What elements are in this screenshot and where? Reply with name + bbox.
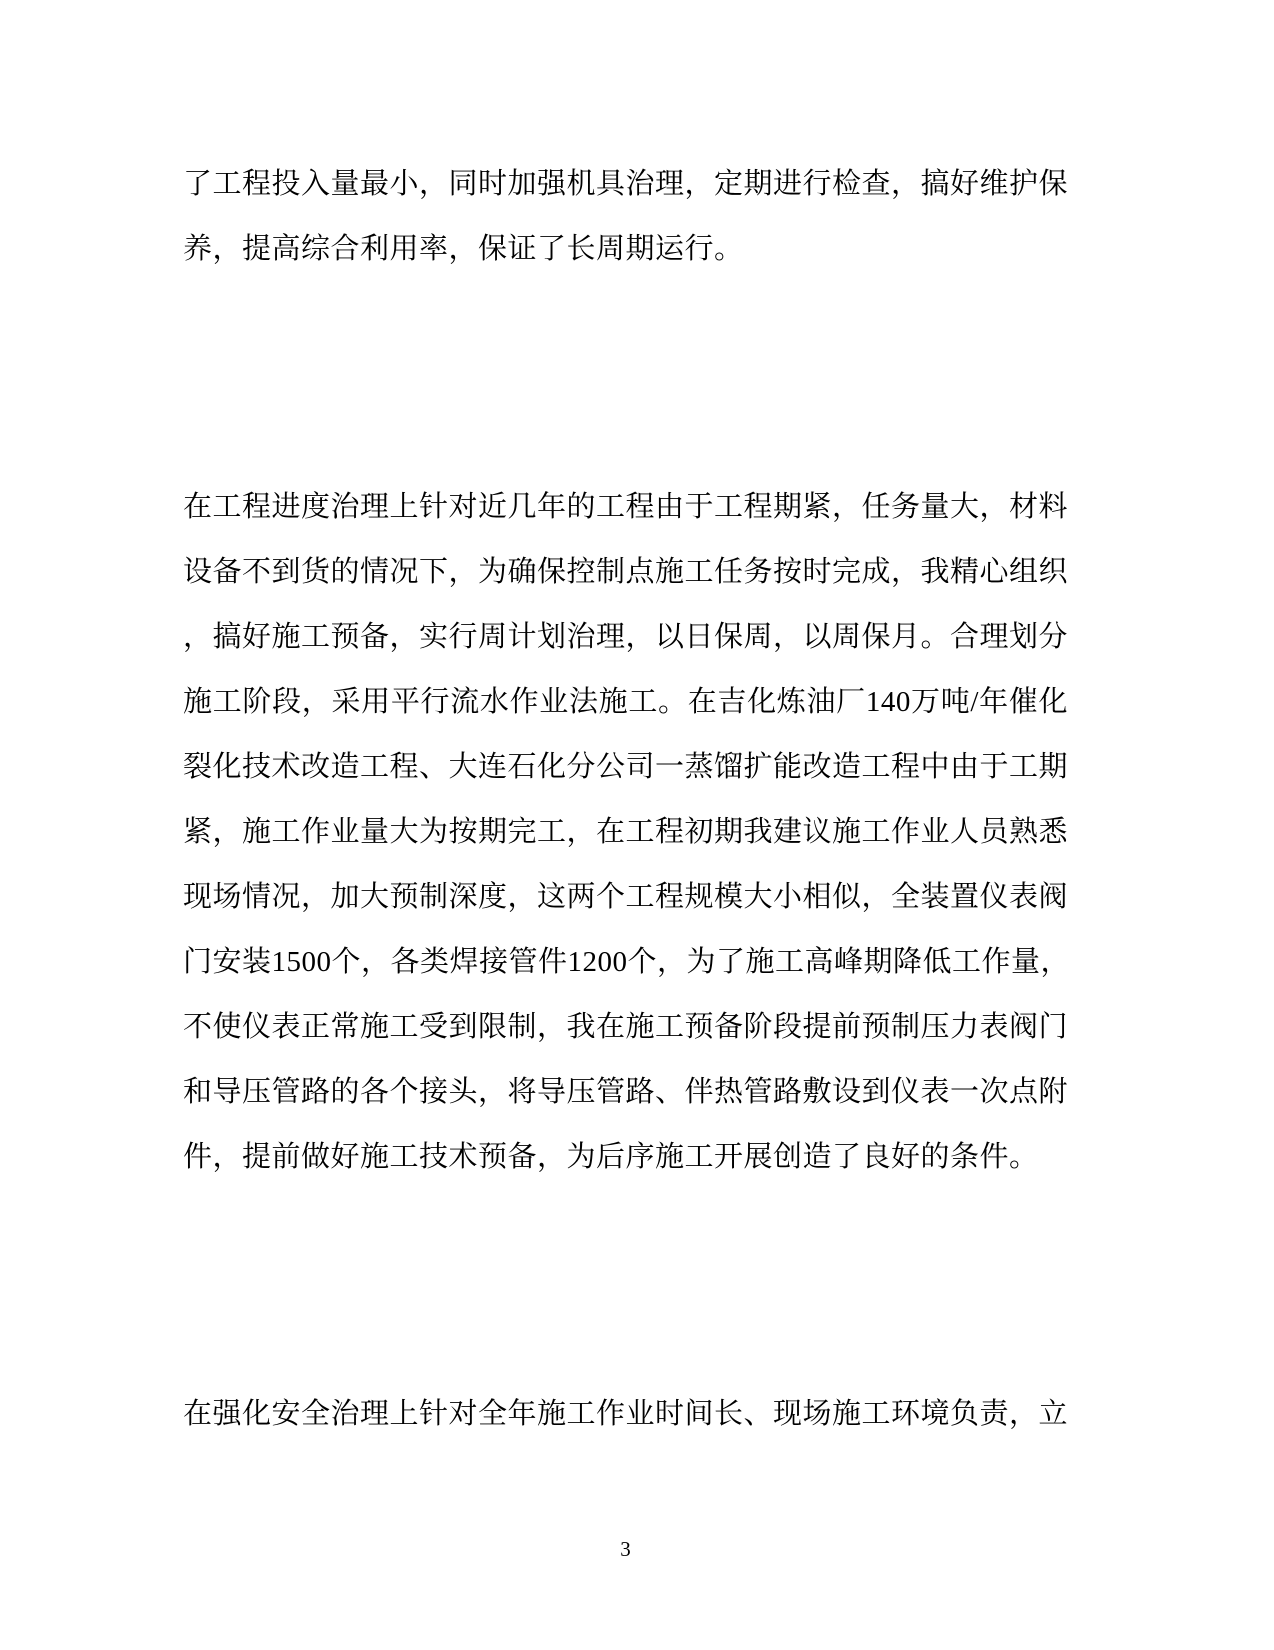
text-line: 和导压管路的各个接头，将导压管路、伴热管路敷设到仪表一次点附 xyxy=(183,1076,1069,1108)
text-line: 不使仪表正常施工受到限制，我在施工预备阶段提前预制压力表阀门 xyxy=(183,1011,1069,1043)
text-line: 施工阶段，采用平行流水作业法施工。在吉化炼油厂140万吨/年催化 xyxy=(183,686,1068,718)
text-line: 紧，施工作业量大为按期完工，在工程初期我建议施工作业人员熟悉 xyxy=(183,816,1069,848)
text-line: 件，提前做好施工技术预备，为后序施工开展创造了良好的条件。 xyxy=(183,1141,1039,1173)
text-line: 了工程投入量最小，同时加强机具治理，定期进行检查，搞好维护保 xyxy=(183,168,1069,200)
text-line: 门安装1500个，各类焊接管件1200个，为了施工高峰期降低工作量， xyxy=(183,946,1071,978)
text-line: 现场情况，加大预制深度，这两个工程规模大小相似，全装置仪表阀 xyxy=(183,881,1069,913)
text-line: 设备不到货的情况下，为确保控制点施工任务按时完成，我精心组织 xyxy=(183,556,1069,588)
paragraph-3 xyxy=(183,1382,1068,1447)
text-line: ，搞好施工预备，实行周计划治理，以日保周，以周保月。合理划分 xyxy=(183,621,1069,653)
paragraph-2 xyxy=(183,475,1071,1190)
text-line: 养，提高综合利用率，保证了长周期运行。 xyxy=(183,233,744,265)
text-line: 在工程进度治理上针对近几年的工程由于工程期紧，任务量大，材料 xyxy=(183,491,1069,523)
paragraph-1 xyxy=(183,152,1068,282)
text-line: 裂化技术改造工程、大连石化分公司一蒸馏扩能改造工程中由于工期 xyxy=(183,751,1069,783)
page-number: 3 xyxy=(620,1537,631,1561)
text-line: 在强化安全治理上针对全年施工作业时间长、现场施工环境负责，立 xyxy=(183,1398,1069,1430)
